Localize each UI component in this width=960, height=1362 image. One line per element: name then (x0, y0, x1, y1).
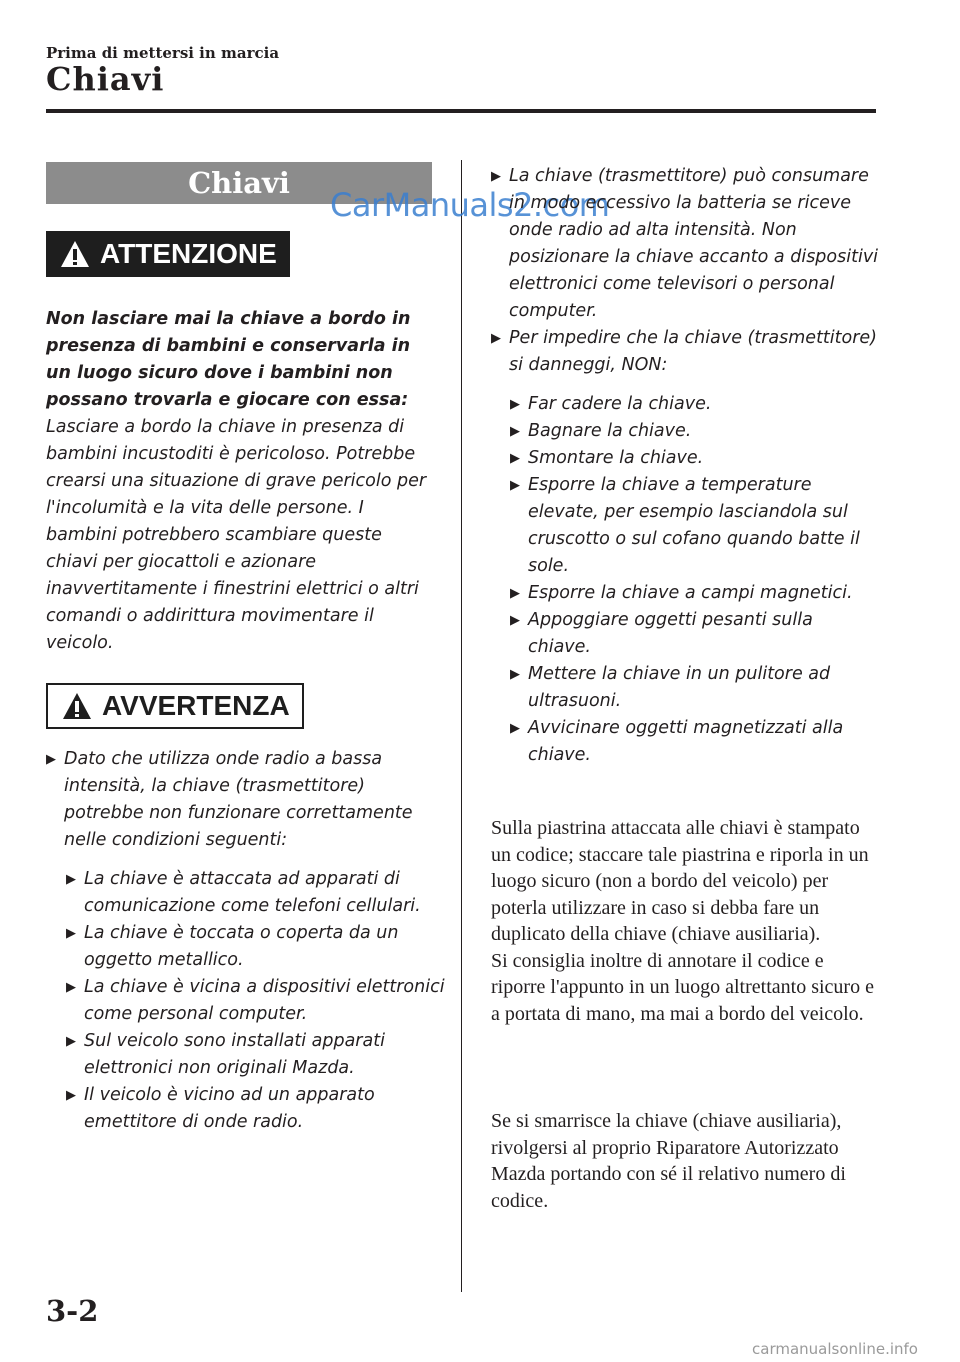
list-item: ▶ Appoggiare oggetti pesanti sulla chiave. (510, 607, 870, 661)
list-item: ▶ Esporre la chiave a campi magnetici. (510, 580, 870, 607)
list-item: ▶ La chiave è vicina a dispositivi elettronici come personal computer. (66, 974, 446, 1028)
page-number: 3-2 (46, 1294, 99, 1328)
donts-list (510, 391, 870, 769)
warning-text (46, 306, 438, 657)
body-text-code: Sulla piastrina attaccata alle chiavi è stampato un codice; staccare tale piastrina e riporla in un luogo sicuro (non a bordo del veicolo) per poterla utilizzare in caso si debba fare un duplicato della chiave (chiave ausiliaria). (491, 817, 869, 945)
list-item: ▶ Far cadere la chiave. (510, 391, 870, 418)
warning-body-text: Lasciare a bordo la chiave in presenza di bambini incustoditi è pericoloso. Potrebbe crearsi una situazione di grave pericolo per l'incolumità e la vita delle persone. I bambini potrebbero scambiare queste chiavi per giocattoli e azionare inavvertitamente i finestrini elettrici o altri comandi o addirittura movimentare il veicolo. (46, 417, 427, 653)
list-item: ▶ Il veicolo è vicino ad un apparato emettitore di onde radio. (66, 1082, 446, 1136)
page-title: Chiavi (46, 60, 165, 98)
caution-list (46, 746, 436, 854)
caution-badge (46, 683, 304, 729)
column-divider (461, 160, 462, 1292)
conditions-list (66, 866, 446, 1136)
list-item: ▶ Sul veicolo sono installati apparati elettronici non originali Mazda. (66, 1028, 446, 1082)
list-item: ▶ Esporre la chiave a temperature elevate, per esempio lasciandola sul cruscotto o sul cofano quando batte il sole. (510, 472, 870, 580)
list-item: ▶ Smontare la chiave. (510, 445, 870, 472)
list-item: ▶ Avvicinare oggetti magnetizzati alla chiave. (510, 715, 870, 769)
body-text-note: Si consiglia inoltre di annotare il codice e riporre l'appunto in un luogo altrettanto sicuro e a portata di mano, ma mai a bordo del veicolo. (491, 949, 874, 1025)
warning-triangle-icon (62, 692, 92, 720)
list-item: ▶ La chiave è toccata o coperta da un oggetto metallico. (66, 920, 446, 974)
warning-label: ATTENZIONE (100, 238, 277, 269)
title-rule (46, 109, 876, 113)
caution-label: AVVERTENZA (102, 690, 290, 721)
list-item: ▶ Bagnare la chiave. (510, 418, 870, 445)
list-item: ▶ La chiave è attaccata ad apparati di comunicazione come telefoni cellulari. (66, 866, 446, 920)
caution-list-continued (491, 163, 881, 379)
body-paragraph: Se si smarrisce la chiave (chiave ausiliaria), rivolgersi al proprio Riparatore Autorizzato Mazda portando con sé il relativo numero di codice. (491, 1110, 846, 1212)
watermark[interactable]: CarManuals2.com (330, 186, 610, 224)
warning-bold-text: Non lasciare mai la chiave a bordo in presenza di bambini e conservarla in un luogo sicuro dove i bambini non possano trovarla e giocare con essa: (46, 309, 411, 410)
warning-badge (46, 231, 290, 277)
list-item: ▶ Mettere la chiave in un pulitore ad ultrasuoni. (510, 661, 870, 715)
body-paragraph (491, 815, 881, 1027)
list-item: ▶ La chiave (trasmettitore) può consumare in modo eccessivo la batteria se riceve onde radio ad alta intensità. Non posizionare la chiave accanto a dispositivi elettronici come televisori o personal computer. (491, 163, 881, 325)
warning-triangle-icon (60, 240, 90, 268)
section-title: Chiavi (46, 162, 432, 204)
breadcrumb: Prima di mettersi in marcia (46, 44, 280, 62)
list-item: ▶ Per impedire che la chiave (trasmettitore) si danneggi, NON: (491, 325, 881, 379)
footer-watermark[interactable]: carmanualsonline.info (752, 1340, 918, 1358)
list-item: ▶ Dato che utilizza onde radio a bassa intensità, la chiave (trasmettitore) potrebbe non funzionare correttamente nelle condizioni seguenti: (46, 746, 436, 854)
